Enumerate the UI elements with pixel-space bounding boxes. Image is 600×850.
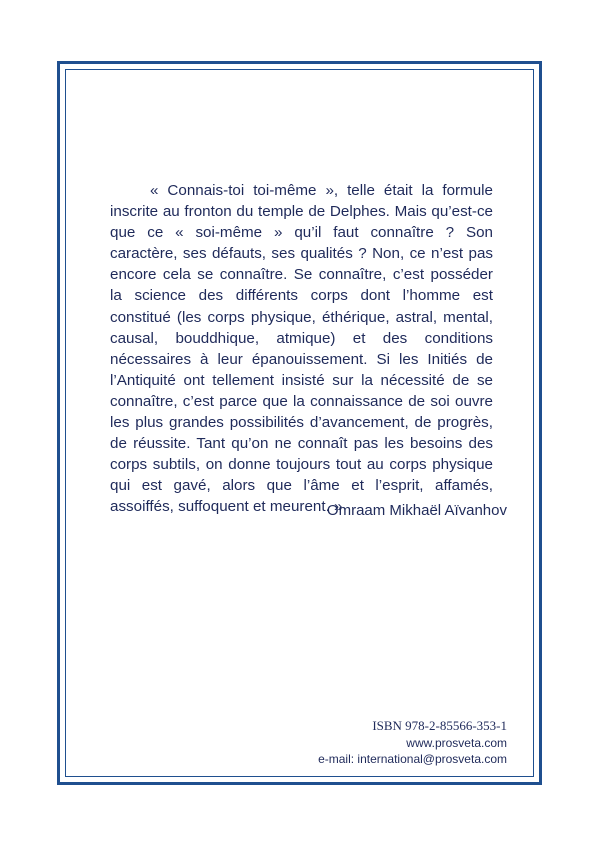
quote-text: « Connais-toi toi-même », telle était la formule inscrite au fronton du temple de Delphes. Mais qu’est-ce que ce « soi-même » qu’il faut connaître ? Son caractère, ses défauts, ses qualités ? Non, ce n’est pas encore cela se connaître. Se connaître, c’est posséder la science des différents corps dont l’homme est constitué (les corps physique, éthérique, astral, mental, causal, bouddhique, atmique) et des conditions nécessaires à leur épanouissement. Si les Initiés de l’Antiquité ont tellement insisté sur la nécessité de se connaître, c’est parce que la connaissance de soi ouvre les plus grandes possibilités d’avancement, de progrès, de réussite. Tant qu’on ne connaît pas les besoins des corps subtils, on donne toujours tout au corps physique qui est gavé, alors que l’âme et l’esprit, affamés, assoiffés, suffoquent et meurent. »	[110, 182, 493, 516]
publisher-info	[318, 716, 507, 767]
author-name: Omraam Mikhaël Aïvanhov	[326, 502, 507, 519]
isbn-number: ISBN 978-2-85566-353-1	[372, 718, 507, 733]
email-contact[interactable]: e-mail: international@prosveta.com	[318, 752, 507, 766]
quote-block	[110, 180, 493, 518]
website-link[interactable]: www.prosveta.com	[406, 736, 507, 750]
